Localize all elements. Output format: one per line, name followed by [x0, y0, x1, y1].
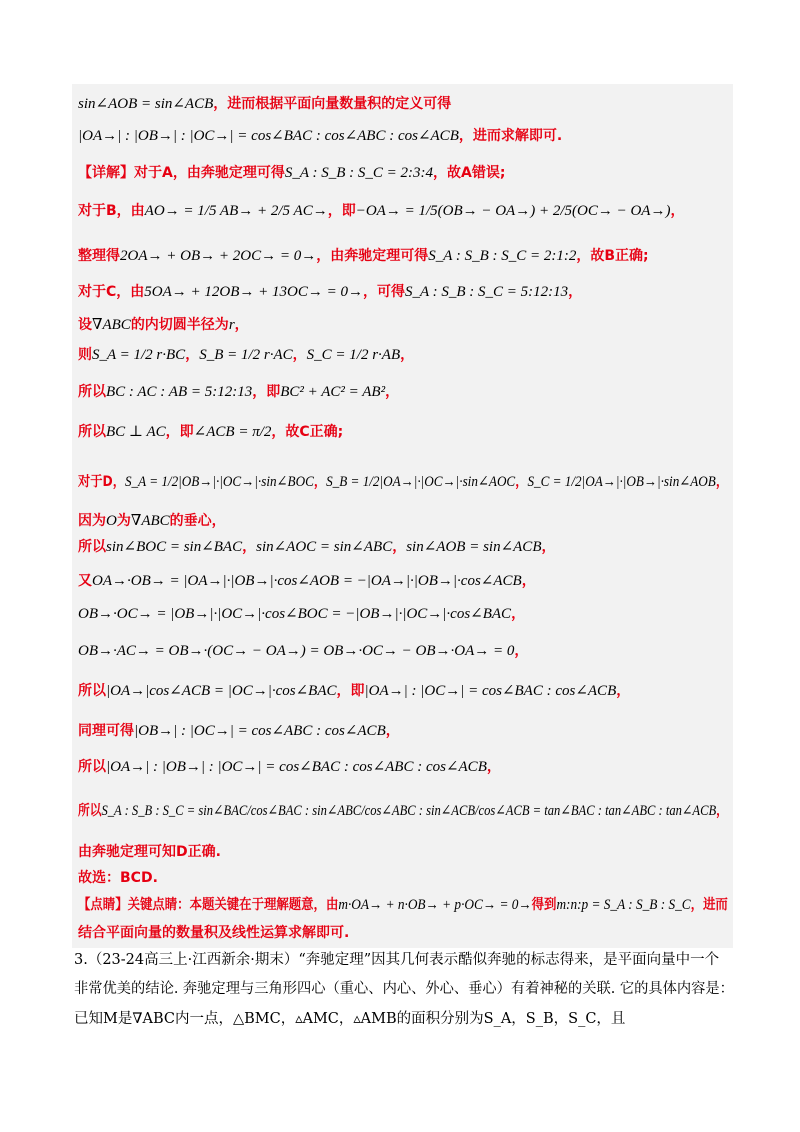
math-expression: S_C = 1/2|OA→|·|OB→|·sin∠AOB — [527, 474, 716, 490]
math-expression: m:n:p = S_A : S_B : S_C — [556, 897, 691, 913]
solution-line — [78, 475, 728, 490]
red-text: ， — [486, 759, 501, 775]
solution-line — [78, 760, 501, 775]
math-expression: ∇ABC — [130, 513, 170, 529]
red-text: 结合平面向量的数量积及线性运算求解即可. — [78, 925, 350, 941]
math-expression: AO→ = 1/5 AB→ + 2/5 AC→ — [144, 203, 328, 219]
red-text: ，即 — [336, 683, 365, 699]
red-text: 同理可得 — [78, 723, 134, 739]
math-expression: m·OA→ + n·OB→ + p·OC→ = 0→ — [338, 897, 532, 913]
solution-line — [78, 285, 582, 300]
red-text: ， — [392, 539, 407, 555]
red-text: ， — [514, 643, 529, 659]
solution-line — [78, 845, 221, 860]
red-text: 整理得 — [78, 248, 120, 264]
math-expression: sin∠AOC = sin∠ABC — [256, 539, 393, 555]
math-expression: OA→·OB→ = |OA→|·|OB→|·cos∠AOB = −|OA→|·|OB→|·cos∠ACB — [92, 573, 522, 589]
solution-line — [78, 348, 414, 363]
red-text: 得到 — [531, 897, 557, 913]
question-line-3: 已知M是∇ABC内一点，△BMC，▵AMC，▵AMB的面积分别为S_A，S_B，S_C，且 — [74, 1011, 626, 1027]
red-text: ，故B正确; — [576, 248, 649, 264]
red-text: ， — [670, 203, 685, 219]
math-expression: 2OA→ + OB→ + 2OC→ = 0→ — [120, 248, 317, 264]
math-expression: BC : AC : AB = 5:12:13 — [106, 384, 253, 400]
solution-line — [78, 129, 562, 144]
red-text: 对于B，由 — [78, 203, 145, 219]
math-expression: |OA→| : |OB→| : |OC→| = cos∠BAC : cos∠ABC : cos∠ACB — [78, 128, 459, 144]
solution-line — [78, 425, 343, 440]
math-expression: sin∠BOC = sin∠BAC — [106, 539, 243, 555]
solution-line — [78, 249, 649, 264]
math-expression: −OA→ = 1/5(OB→ − OA→) + 2/5(OC→ − OA→) — [355, 203, 671, 219]
red-text: ， — [242, 539, 257, 555]
red-text: ， — [521, 573, 536, 589]
solution-line — [78, 166, 505, 181]
math-expression: OB→·OC→ = |OB→|·|OC→|·cos∠BOC = −|OB→|·|OC→|·cos∠BAC — [78, 606, 512, 622]
red-text: 所以 — [78, 384, 106, 400]
red-text: 因为 — [78, 513, 106, 529]
solution-line — [78, 644, 528, 659]
question-line-1: 3.（23-24高三上·江西新余·期末）“奔驰定理”因其几何表示酷似奔驰的标志得来，是平面向量中一个 — [74, 952, 720, 968]
red-text: 所以 — [78, 424, 106, 440]
red-text: ， — [234, 317, 249, 333]
math-expression: BC ⊥ AC — [106, 424, 166, 440]
red-text: 为 — [116, 513, 131, 529]
red-text: 则 — [78, 347, 92, 363]
red-text: 对于D， — [78, 474, 125, 490]
math-expression: |OA→| : |OC→| = cos∠BAC : cos∠ACB — [364, 683, 617, 699]
red-text: 所以 — [78, 683, 106, 699]
red-text: 故选：BCD. — [78, 870, 158, 886]
red-text: ，进而根据平面向量数量积的定义可得 — [213, 96, 452, 112]
red-text: ， — [385, 723, 400, 739]
math-expression: S_B = 1/2 r·AC — [199, 347, 293, 363]
red-text: ， — [715, 474, 729, 490]
solution-line — [78, 318, 249, 333]
red-text: ， — [292, 347, 307, 363]
red-text: 由奔驰定理可知D正确. — [78, 844, 221, 860]
red-text: ，进而 — [690, 897, 728, 913]
red-text: 的垂心， — [169, 513, 226, 529]
solution-line — [78, 871, 158, 886]
math-expression: OB→·AC→ = OB→·(OC→ − OA→) = OB→·OC→ − OB→·OA→ = 0 — [78, 643, 515, 659]
red-text: ，即 — [327, 203, 356, 219]
math-expression: r — [228, 317, 235, 333]
red-text: ， — [400, 347, 415, 363]
red-text: 设 — [78, 317, 92, 333]
red-text: 所以 — [78, 759, 106, 775]
red-text: 【点睛】关键点睛：本题关键在于理解题意，由 — [78, 897, 339, 913]
solution-line — [78, 607, 525, 622]
red-text: ，即 — [252, 384, 281, 400]
solution-line — [78, 540, 555, 555]
solution-line — [78, 804, 728, 819]
math-expression: S_A : S_B : S_C = sin∠BAC/cos∠BAC : sin∠ABC/cos∠ABC : sin∠ACB/cos∠ACB = tan∠BAC : tan∠ABC : tan∠ACB — [101, 803, 717, 819]
red-text: ， — [185, 347, 200, 363]
math-expression: S_A : S_B : S_C = 2:1:2 — [428, 248, 577, 264]
math-expression: BC² + AC² = AB² — [280, 384, 386, 400]
red-text: ， — [568, 284, 583, 300]
solution-line — [78, 926, 349, 941]
math-expression: S_A = 1/2|OB→|·|OC→|·sin∠BOC — [124, 474, 314, 490]
math-expression: S_A : S_B : S_C = 5:12:13 — [404, 284, 569, 300]
red-text: ，故C正确; — [271, 424, 344, 440]
math-expression: O — [106, 513, 117, 529]
question-line-2: 非常优美的结论. 奔驰定理与三角形四心（重心、内心、外心、垂心）有着神秘的关联. 它的具体内容是： — [74, 981, 734, 997]
red-text: 所以 — [78, 539, 106, 555]
red-text: ， — [313, 474, 327, 490]
red-text: ， — [541, 539, 556, 555]
math-expression: S_A : S_B : S_C = 2:3:4 — [284, 165, 434, 181]
math-expression: sin∠AOB = sin∠ACB — [78, 96, 214, 112]
math-expression: |OB→| : |OC→| = cos∠ABC : cos∠ACB — [134, 723, 386, 739]
red-text: ，即 — [165, 424, 194, 440]
red-text: 又 — [78, 573, 92, 589]
solution-line — [78, 514, 226, 529]
math-expression: S_C = 1/2 r·AB — [306, 347, 401, 363]
math-expression: |OA→| : |OB→| : |OC→| = cos∠BAC : cos∠ABC : cos∠ACB — [106, 759, 487, 775]
red-text: ， — [511, 606, 526, 622]
math-expression: |OA→|cos∠ACB = |OC→|·cos∠BAC — [106, 683, 337, 699]
red-text: 的内切圆半径为 — [130, 317, 229, 333]
solution-line — [78, 204, 684, 219]
solution-line — [78, 724, 400, 739]
red-text: ，进而求解即可. — [458, 128, 563, 144]
red-text: ， — [385, 384, 400, 400]
math-expression: ∇ABC — [92, 317, 131, 333]
solution-line — [78, 684, 630, 699]
red-text: 【详解】对于A，由奔驰定理可得 — [78, 165, 285, 181]
red-text: 所以 — [78, 803, 102, 819]
red-text: 对于C，由 — [78, 284, 145, 300]
red-text: ，可得 — [362, 284, 405, 300]
red-text: ， — [716, 803, 728, 819]
red-text: ，由奔驰定理可得 — [316, 248, 429, 264]
math-expression: sin∠AOB = sin∠ACB — [406, 539, 542, 555]
solution-line — [78, 898, 728, 913]
math-expression: S_A = 1/2 r·BC — [92, 347, 186, 363]
math-expression: ∠ACB = π/2 — [193, 424, 272, 440]
red-text: ，故A错误; — [433, 165, 506, 181]
red-text: ， — [616, 683, 631, 699]
math-expression: S_B = 1/2|OA→|·|OC→|·sin∠AOC — [326, 474, 516, 490]
solution-line — [78, 385, 399, 400]
math-expression: 5OA→ + 12OB→ + 13OC→ = 0→ — [144, 284, 363, 300]
red-text: ， — [515, 474, 528, 490]
solution-line — [78, 97, 451, 112]
solution-line — [78, 574, 536, 589]
